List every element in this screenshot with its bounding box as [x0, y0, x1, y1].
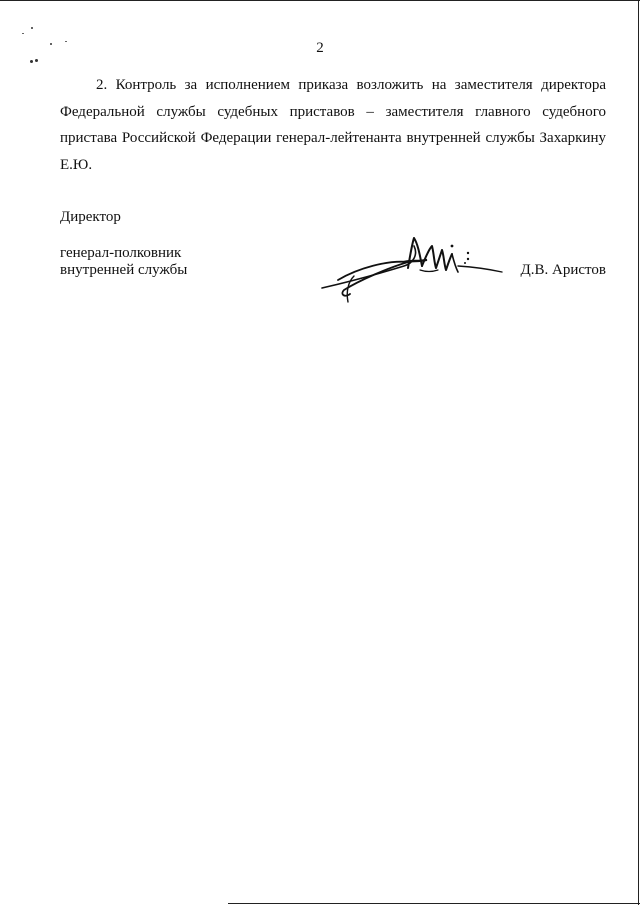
signer-rank-line1: генерал-полковник	[60, 245, 182, 261]
page-number: 2	[316, 40, 324, 56]
signer-rank	[60, 245, 187, 279]
page-border-right	[638, 0, 639, 905]
scan-speck	[22, 33, 24, 34]
page-border-top	[0, 0, 640, 1]
handwritten-signature	[318, 232, 508, 307]
order-paragraph: 2. Контроль за исполнением приказа возложить на заместителя директора Федеральной службы судебных приставов – заместителя главного судебного пристава Российской Федерации генерал-лейтенанта внутренней службы Захаркину Е.Ю.	[60, 77, 606, 173]
scan-speck	[35, 59, 38, 62]
signer-position: Директор	[60, 209, 121, 225]
scan-speck	[31, 27, 33, 29]
page-border-bottom	[228, 903, 640, 904]
signer-name: Д.В. Аристов	[520, 262, 606, 278]
signer-rank-line2: внутренней службы	[60, 262, 188, 278]
scan-speck	[30, 60, 33, 63]
